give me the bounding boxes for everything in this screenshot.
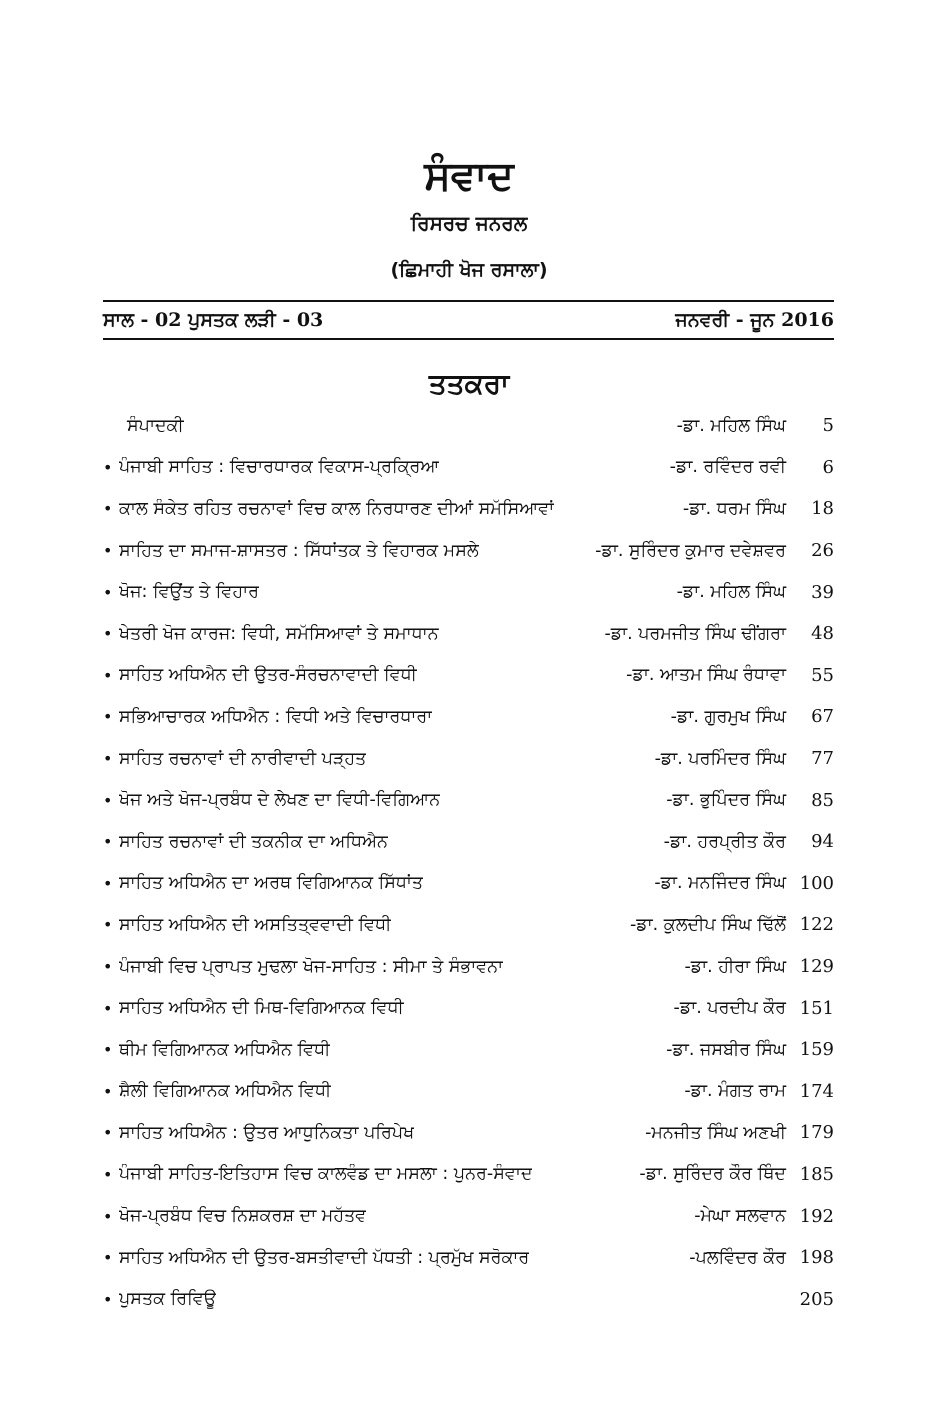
toc-entry-page: 122 [799,914,834,936]
toc-entry [103,530,834,572]
toc-entry-author: -ਡਾ. ਪਰਮਜੀਤ ਸਿੰਘ ਢੀਂਗਰਾ [604,623,786,644]
toc-entry [103,1112,834,1154]
toc-bullet: • [103,1040,113,1060]
toc-bullet: • [103,749,113,769]
toc-entry-page: 6 [822,456,834,478]
toc-entry-title: ਸਾਹਿਤ ਅਧਿਐਨ : ਉਤਰ ਆਧੁਨਿਕਤਾ ਪਰਿਪੇਖ [119,1122,415,1143]
volume-info: ਸਾਲ - 02 ਪੁਸਤਕ ਲੜੀ - 03 [103,309,324,331]
toc-bullet: • [103,1081,113,1101]
toc-entry-page: 192 [799,1205,834,1227]
toc-entry-title: ਸਾਹਿਤ ਦਾ ਸਮਾਜ-ਸ਼ਾਸਤਰ : ਸਿੱਧਾਂਤਕ ਤੇ ਵਿਹਾਰਕ ਮਸਲੇ [119,540,479,561]
toc-entry [103,946,834,988]
toc-bullet: • [103,915,113,935]
toc-entry [103,987,834,1029]
toc-entry-author: -ਡਾ. ਹੀਰਾ ਸਿੰਘ [684,956,786,977]
toc-entry-page: 85 [811,789,834,811]
toc-bullet: • [103,1248,113,1268]
toc-entry [103,571,834,613]
toc-bullet: • [103,873,113,893]
toc-entry-title: ਪੰਜਾਬੀ ਵਿਚ ਪ੍ਰਾਪਤ ਮੁਢਲਾ ਖੋਜ-ਸਾਹਿਤ : ਸੀਮਾ ਤੇ ਸੰਭਾਵਨਾ [119,956,504,977]
toc-bullet: • [103,665,113,685]
toc-entry [103,1154,834,1196]
toc-entry-author: -ਡਾ. ਕੁਲਦੀਪ ਸਿੰਘ ਢਿੱਲੋਂ [629,914,786,935]
toc-bullet: • [103,998,113,1018]
toc-entry [103,1237,834,1279]
toc-entry-author: -ਡਾ. ਮਹਿਲ ਸਿੰਘ [676,582,786,603]
toc-entry-author: -ਡਾ. ਸੁਰਿੰਦਰ ਕੌਰ ਥਿੰਦ [639,1164,786,1185]
toc-entry [103,696,834,738]
toc-entry-author: -ਡਾ. ਆਤਮ ਸਿੰਘ ਰੰਧਾਵਾ [626,665,786,686]
toc-entry-title: ਕਾਲ ਸੰਕੇਤ ਰਹਿਤ ਰਚਨਾਵਾਂ ਵਿਚ ਕਾਲ ਨਿਰਧਾਰਣ ਦੀਆਂ ਸਮੱਸਿਆਵਾਂ [119,498,555,519]
toc-entry-author: -ਡਾ. ਪਰਦੀਪ ਕੌਰ [673,998,786,1019]
toc-bullet: • [103,1164,113,1184]
toc-bullet: • [103,1289,113,1309]
toc-entry-title: ਪੰਜਾਬੀ ਸਾਹਿਤ : ਵਿਚਾਰਧਾਰਕ ਵਿਕਾਸ-ਪ੍ਰਕ੍ਰਿਆ [119,457,440,478]
toc-entry-page: 48 [811,623,834,645]
toc-bullet: • [103,957,113,977]
toc-entry [103,738,834,780]
toc-entry-title: ਸਭਿਆਚਾਰਕ ਅਧਿਐਨ : ਵਿਧੀ ਅਤੇ ਵਿਚਾਰਧਾਰਾ [119,706,433,727]
toc-entry [103,655,834,697]
toc-entry-author: -ਡਾ. ਜਸਬੀਰ ਸਿੰਘ [666,1039,786,1060]
toc-entry-title: ਸੰਪਾਦਕੀ [127,415,184,436]
toc-entry-title: ਸ਼ੈਲੀ ਵਿਗਿਆਨਕ ਅਧਿਐਨ ਵਿਧੀ [119,1081,332,1102]
journal-title: ਸੰਵਾਦ [424,153,514,199]
toc-entry-author: -ਡਾ. ਮਹਿਲ ਸਿੰਘ [676,415,786,436]
toc-bullet: • [103,624,113,644]
toc-entry-page: 77 [811,748,834,770]
table-of-contents [103,405,834,1320]
toc-entry-author: -ਡਾ. ਮਨਜਿੰਦਰ ਸਿੰਘ [654,873,786,894]
toc-entry-author: -ਡਾ. ਭੁਪਿੰਦਰ ਸਿੰਘ [666,790,786,811]
toc-entry-page: 174 [799,1080,834,1102]
issue-line [103,303,834,337]
toc-bullet: • [103,1123,113,1143]
toc-entry-title: ਸਾਹਿਤ ਰਚਨਾਵਾਂ ਦੀ ਨਾਰੀਵਾਦੀ ਪੜ੍ਹਤ [119,748,367,769]
toc-entry [103,1195,834,1237]
toc-entry [103,863,834,905]
toc-entry-page: 129 [799,956,834,978]
toc-bullet: • [103,707,113,727]
issue-date: ਜਨਵਰੀ - ਜੂਨ 2016 [675,309,834,331]
toc-entry-page: 94 [811,831,834,853]
toc-bullet: • [103,832,113,852]
toc-entry [103,447,834,489]
toc-entry-page: 18 [811,498,834,520]
toc-entry-author: -ਡਾ. ਮੰਗਤ ਰਾਮ [684,1081,786,1102]
toc-bullet: • [103,582,113,602]
toc-entry-page: 39 [811,581,834,603]
toc-entry-title: ਸਾਹਿਤ ਅਧਿਐਨ ਦੀ ਉਤਰ-ਬਸਤੀਵਾਦੀ ਪੱਧਤੀ : ਪ੍ਰਮੁੱਖ ਸਰੋਕਾਰ [119,1247,530,1268]
toc-bullet: • [103,1206,113,1226]
toc-entry-title: ਪੁਸਤਕ ਰਿਵਿਊ [119,1289,217,1310]
toc-entry [103,904,834,946]
toc-bullet: • [103,541,113,561]
toc-entry [103,1278,834,1320]
journal-tagline: (ਛਿਮਾਹੀ ਖੋਜ ਰਸਾਲਾ) [390,259,548,281]
toc-entry-title: ਸਾਹਿਤ ਅਧਿਐਨ ਦੀ ਅਸਤਿਤ੍ਵਵਾਦੀ ਵਿਧੀ [119,914,392,935]
toc-entry-author: -ਮਨਜੀਤ ਸਿੰਘ ਅਣਖੀ [645,1122,786,1143]
toc-entry-page: 67 [811,706,834,728]
toc-bullet: • [103,790,113,810]
toc-entry [103,405,834,447]
toc-entry-author: -ਮੇਘਾ ਸਲਵਾਨ [694,1206,786,1227]
journal-subtitle: ਰਿਸਰਚ ਜਨਰਲ [410,211,528,235]
bottom-rule [103,338,834,340]
toc-entry-title: ਖੇਤਰੀ ਖੋਜ ਕਾਰਜ: ਵਿਧੀ, ਸਮੱਸਿਆਵਾਂ ਤੇ ਸਮਾਧਾਨ [119,623,439,644]
toc-entry [103,1029,834,1071]
toc-entry-page: 198 [799,1247,834,1269]
toc-entry-title: ਸਾਹਿਤ ਅਧਿਐਨ ਦਾ ਅਰਥ ਵਿਗਿਆਨਕ ਸਿੱਧਾਂਤ [119,873,424,894]
toc-entry-author: -ਡਾ. ਪਰਮਿੰਦਰ ਸਿੰਘ [654,748,786,769]
toc-entry-title: ਪੰਜਾਬੀ ਸਾਹਿਤ-ਇਤਿਹਾਸ ਵਿਚ ਕਾਲਵੰਡ ਦਾ ਮਸਲਾ : ਪੁਨਰ-ਸੰਵਾਦ [119,1164,533,1185]
toc-entry-title: ਖੋਜ ਅਤੇ ਖੋਜ-ਪ੍ਰਬੰਧ ਦੇ ਲੇਖਣ ਦਾ ਵਿਧੀ-ਵਿਗਿਆਨ [119,790,441,811]
toc-entry-title: ਸਾਹਿਤ ਅਧਿਐਨ ਦੀ ਮਿਥ-ਵਿਗਿਆਨਕ ਵਿਧੀ [119,998,404,1019]
toc-entry-title: ਖੋਜ-ਪ੍ਰਬੰਧ ਵਿਚ ਨਿਸ਼ਕਰਸ਼ ਦਾ ਮਹੱਤਵ [119,1206,367,1227]
toc-entry-page: 26 [811,540,834,562]
toc-entry-author: -ਪਲਵਿੰਦਰ ਕੌਰ [689,1247,786,1268]
toc-entry-page: 179 [799,1122,834,1144]
toc-bullet: • [103,499,113,519]
toc-bullet: • [103,457,113,477]
toc-entry-title: ਖੋਜ: ਵਿਉਂਤ ਤੇ ਵਿਹਾਰ [119,582,259,603]
toc-entry-page: 185 [799,1163,834,1185]
toc-entry-page: 100 [799,872,834,894]
toc-entry-author: -ਡਾ. ਗੁਰਮੁਖ ਸਿੰਘ [670,706,786,727]
top-rule [103,300,834,302]
toc-entry [103,779,834,821]
toc-entry-author: -ਡਾ. ਸੁਰਿੰਦਰ ਕੁਮਾਰ ਦਵੇਸ਼ਵਰ [595,540,786,561]
toc-entry [103,613,834,655]
toc-entry-page: 205 [799,1288,834,1310]
toc-entry-author: -ਡਾ. ਹਰਪ੍ਰੀਤ ਕੌਰ [663,831,786,852]
toc-entry [103,488,834,530]
toc-entry-title: ਸਾਹਿਤ ਅਧਿਐਨ ਦੀ ਉਤਰ-ਸੰਰਚਨਾਵਾਦੀ ਵਿਧੀ [119,665,417,686]
toc-entry [103,821,834,863]
toc-entry-page: 55 [811,664,834,686]
toc-entry-page: 151 [799,997,834,1019]
toc-entry-title: ਸਾਹਿਤ ਰਚਨਾਵਾਂ ਦੀ ਤਕਨੀਕ ਦਾ ਅਧਿਐਨ [119,831,388,852]
toc-entry-author: -ਡਾ. ਰਵਿੰਦਰ ਰਵੀ [669,457,786,478]
toc-entry-page: 5 [822,415,834,437]
toc-entry-title: ਥੀਮ ਵਿਗਿਆਨਕ ਅਧਿਐਨ ਵਿਧੀ [119,1039,331,1060]
toc-entry [103,1071,834,1113]
toc-entry-author: -ਡਾ. ਧਰਮ ਸਿੰਘ [682,498,786,519]
contents-heading: ਤਤਕਰਾ [428,367,510,400]
toc-entry-page: 159 [799,1039,834,1061]
